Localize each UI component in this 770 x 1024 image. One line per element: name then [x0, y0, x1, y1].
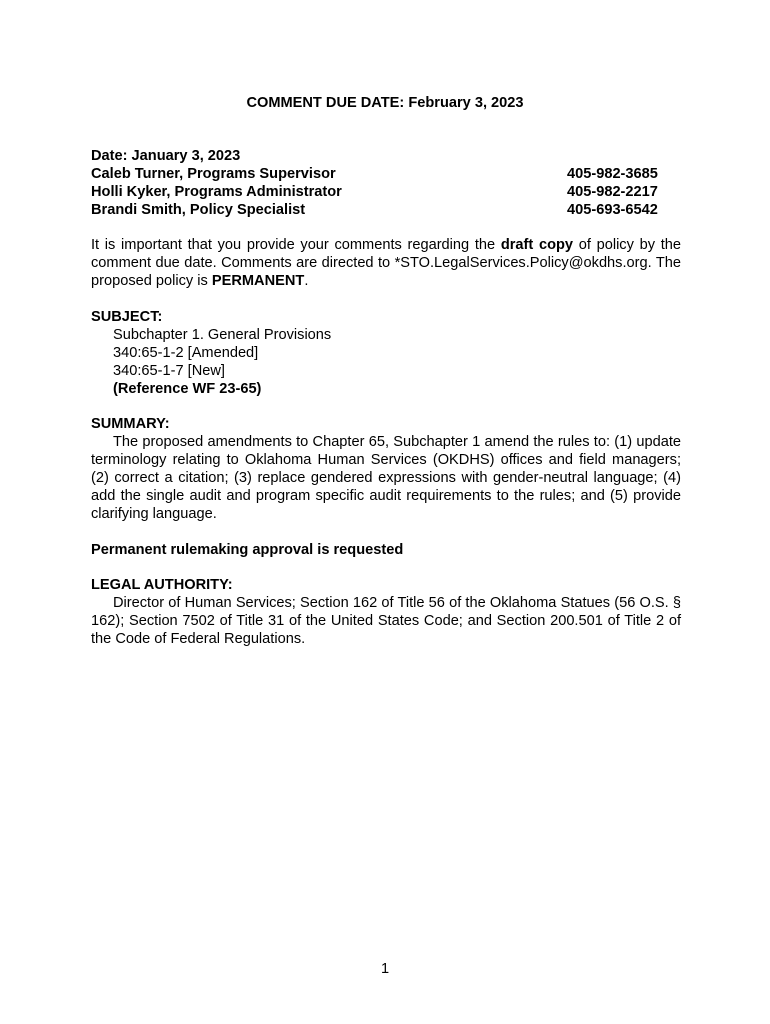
- summary-body: The proposed amendments to Chapter 65, Subchapter 1 amend the rules to: (1) update terminology relating to Oklahoma Human Services (OKDHS) offices and field managers; (2) correct a citation; (3) replace gendered expressions with gender-neutral language; (4) add the single audit and program specific audit requirements to the rules; and (5) provide clarifying language.: [91, 434, 681, 522]
- subject-reference: (Reference WF 23-65): [113, 381, 262, 397]
- approval-statement: Permanent rulemaking approval is requested: [91, 542, 404, 558]
- contact-name: Brandi Smith, Policy Specialist: [91, 202, 306, 218]
- summary-heading: SUMMARY:: [91, 416, 170, 432]
- subject-item: 340:65-1-7 [New]: [113, 363, 225, 379]
- contact-row: [91, 201, 661, 219]
- intro-text: It is important that you provide your comments regarding the: [91, 237, 501, 253]
- contact-name: Holli Kyker, Programs Administrator: [91, 184, 342, 200]
- subject-heading: SUBJECT:: [91, 309, 163, 325]
- contact-row: [91, 183, 661, 201]
- subject-list: [113, 326, 331, 398]
- contact-phone: 405-982-3685: [567, 166, 658, 182]
- date-line-row: [91, 147, 661, 165]
- permanent-emphasis: PERMANENT: [211, 273, 305, 289]
- legal-authority-heading: LEGAL AUTHORITY:: [91, 577, 233, 593]
- contact-block: [91, 147, 661, 219]
- intro-text: of policy by the comment due date. Comments are directed to *STO.LegalServices.Policy@okdhs.org. The proposed policy is: [91, 237, 681, 289]
- date-line: Date: January 3, 2023: [91, 148, 241, 164]
- contact-row: [91, 165, 661, 183]
- contact-phone: 405-693-6542: [567, 202, 658, 218]
- legal-authority-body: Director of Human Services; Section 162 of Title 56 of the Oklahoma Statues (56 O.S. § 162); Section 7502 of Title 31 of the United States Code; and Section 200.501 of Title 2 of the Code of Federal Regulations.: [91, 595, 681, 647]
- contact-name: Caleb Turner, Programs Supervisor: [91, 166, 336, 182]
- comment-due-date: COMMENT DUE DATE: February 3, 2023: [246, 95, 524, 111]
- subject-item: 340:65-1-2 [Amended]: [113, 345, 259, 361]
- draft-copy-emphasis: draft copy: [500, 237, 574, 253]
- intro-paragraph: [91, 236, 681, 290]
- contact-phone: 405-982-2217: [567, 184, 658, 200]
- page-number: 1: [380, 961, 390, 977]
- intro-text: .: [304, 273, 309, 289]
- subject-item: Subchapter 1. General Provisions: [113, 327, 332, 343]
